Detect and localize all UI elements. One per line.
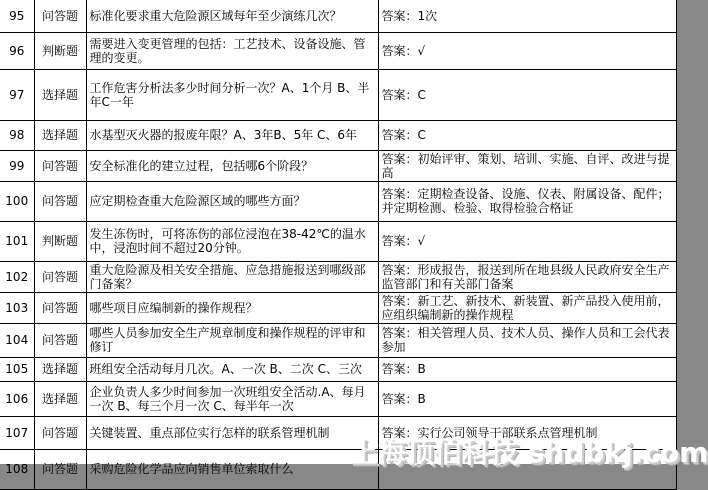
answer-text: 答案：相关管理人员、技术人员、操作人员和工会代表参加 xyxy=(378,323,676,357)
table-row xyxy=(0,357,676,381)
question-text: 班组安全活动每月几次。A、一次 B、二次 C、三次 xyxy=(86,357,378,381)
answer-text: 答案：新工艺、新技术、新装置、新产品投入使用前，应组织编制新的操作规程 xyxy=(378,292,676,323)
question-number: 101 xyxy=(0,221,34,261)
question-type: 问答题 xyxy=(34,0,86,32)
table-row xyxy=(0,69,676,120)
table-row xyxy=(0,381,676,416)
question-text: 需要进入变更管理的包括：工艺技术、设备设施、管理的变更。 xyxy=(86,32,378,69)
question-text: 发生冻伤时，可将冻伤的部位浸泡在38-42℃的温水中，浸泡时间不超过20分钟。 xyxy=(86,221,378,261)
question-number: 95 xyxy=(0,0,34,32)
question-text: 关键装置、重点部位实行怎样的联系管理机制 xyxy=(86,416,378,449)
question-text: 应定期检查重大危险源区域的哪些方面？ xyxy=(86,181,378,221)
table-row xyxy=(0,32,676,69)
question-text: 重大危险源及相关安全措施、应急措施报送到哪级部门备案？ xyxy=(86,261,378,292)
question-text: 采购危险化学品应向销售单位索取什么 xyxy=(86,449,378,489)
question-type: 问答题 xyxy=(34,323,86,357)
question-type: 选择题 xyxy=(34,69,86,120)
question-number: 99 xyxy=(0,150,34,181)
question-number: 100 xyxy=(0,181,34,221)
question-number: 96 xyxy=(0,32,34,69)
question-number: 102 xyxy=(0,261,34,292)
answer-text: 答案：定期检查设备、设施、仪表、附属设备、配件；并定期检测、检验、取得检验合格证 xyxy=(378,181,676,221)
answer-text: 答案：形成报告，报送到所在地县级人民政府安全生产监管部门和有关部门备案 xyxy=(378,261,676,292)
table-row xyxy=(0,416,676,449)
table-row xyxy=(0,0,676,32)
question-type: 问答题 xyxy=(34,292,86,323)
answer-text: 答案：实行公司领导干部联系点管理机制 xyxy=(378,416,676,449)
answer-text: 答案：1次 xyxy=(378,0,676,32)
question-number: 108 xyxy=(0,449,34,489)
answer-text: 答案：初始评审、策划、培训、实施、自评、改进与提高 xyxy=(378,150,676,181)
question-text: 标准化要求重大危险源区域每年至少演练几次？ xyxy=(86,0,378,32)
question-type: 选择题 xyxy=(34,120,86,150)
question-number: 106 xyxy=(0,381,34,416)
question-text: 安全标准化的建立过程，包括哪6个阶段？ xyxy=(86,150,378,181)
vendor-watermark: 上海顶伯科技 shdbkj.com xyxy=(350,436,708,469)
answer-text: 答案：C xyxy=(378,120,676,150)
table-row xyxy=(0,120,676,150)
table-row xyxy=(0,221,676,261)
table-row xyxy=(0,181,676,221)
question-text: 哪些项目应编制新的操作规程？ xyxy=(86,292,378,323)
table-row xyxy=(0,323,676,357)
question-type: 判断题 xyxy=(34,221,86,261)
question-type: 选择题 xyxy=(34,357,86,381)
table-row xyxy=(0,261,676,292)
question-number: 104 xyxy=(0,323,34,357)
table-row xyxy=(0,292,676,323)
question-type: 选择题 xyxy=(34,381,86,416)
answer-text xyxy=(378,449,676,489)
question-type: 判断题 xyxy=(34,32,86,69)
answer-text: 答案：B xyxy=(378,357,676,381)
question-number: 103 xyxy=(0,292,34,323)
answer-text: 答案：B xyxy=(378,381,676,416)
question-type: 问答题 xyxy=(34,449,86,489)
question-type: 问答题 xyxy=(34,416,86,449)
question-text: 工作危害分析法多少时间分析一次？A、1个月 B、半年C一年 xyxy=(86,69,378,120)
question-text: 水基型灭火器的报废年限？A、3年B、5年 C、6年 xyxy=(86,120,378,150)
question-number: 98 xyxy=(0,120,34,150)
question-text: 企业负责人多少时间参加一次班组安全活动.A、每月一次 B、每三个月一次 C、每半年一次 xyxy=(86,381,378,416)
question-text: 哪些人员参加安全生产规章制度和操作规程的评审和修订 xyxy=(86,323,378,357)
question-number: 97 xyxy=(0,69,34,120)
answer-text: 答案：√ xyxy=(378,32,676,69)
question-number: 105 xyxy=(0,357,34,381)
answer-text: 答案：√ xyxy=(378,221,676,261)
question-type: 问答题 xyxy=(34,150,86,181)
table-row xyxy=(0,449,676,489)
question-type: 问答题 xyxy=(34,261,86,292)
table-row xyxy=(0,150,676,181)
question-number: 107 xyxy=(0,416,34,449)
answer-text: 答案：C xyxy=(378,69,676,120)
question-type: 问答题 xyxy=(34,181,86,221)
